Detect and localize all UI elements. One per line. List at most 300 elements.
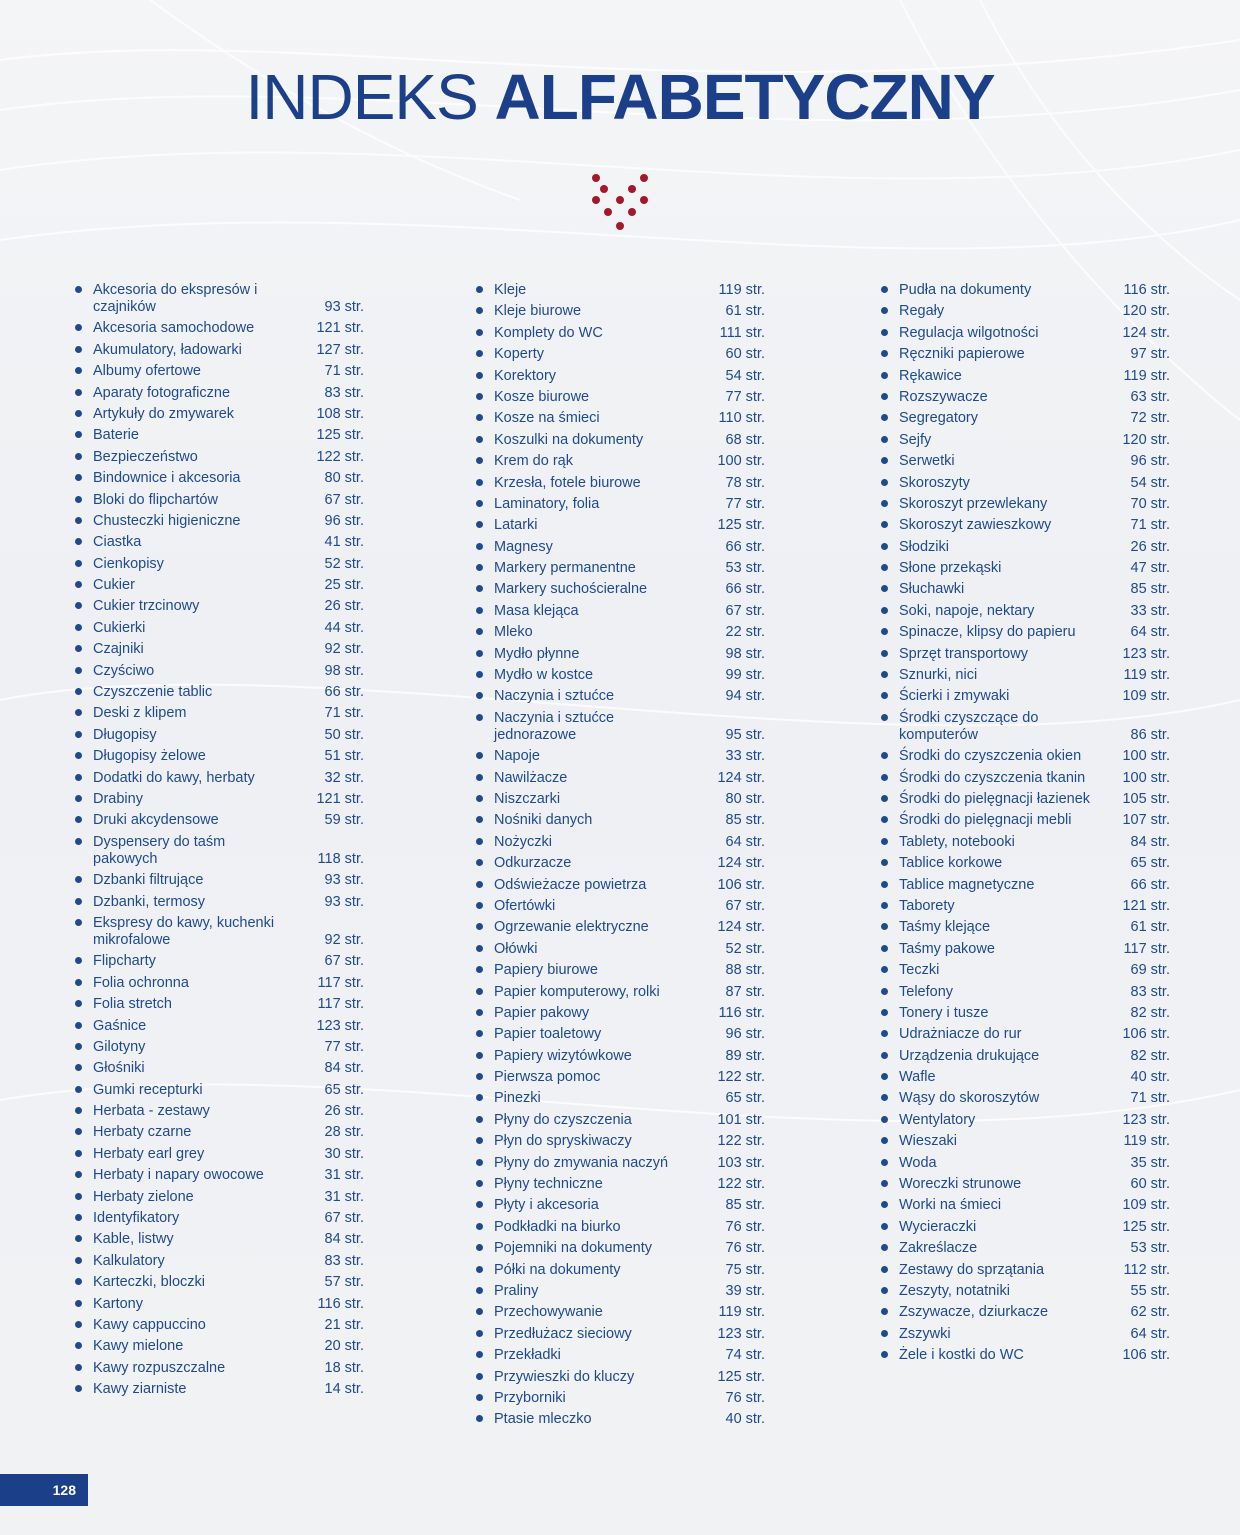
- index-entry: [880, 303, 1170, 320]
- index-entry-label: Przyborniki: [494, 1389, 566, 1406]
- index-entry-page: 68 str.: [725, 431, 765, 448]
- index-entry-label: Kosze na śmieci: [494, 410, 600, 427]
- index-entry: [880, 432, 1170, 449]
- index-entry-page: 83 str.: [324, 384, 364, 401]
- index-entry: [880, 1304, 1170, 1321]
- page-number: 128: [0, 1474, 88, 1506]
- index-entry-page: 99 str.: [725, 667, 765, 684]
- index-entry: [475, 1326, 765, 1343]
- index-entry-page: 77 str.: [324, 1038, 364, 1055]
- index-entry: [74, 620, 364, 637]
- index-entry-page: 122 str.: [717, 1133, 765, 1150]
- index-entry: [475, 834, 765, 851]
- index-entry-label: Baterie: [93, 427, 139, 444]
- index-entry: [880, 1112, 1170, 1129]
- index-entry-label: Papier toaletowy: [494, 1026, 602, 1043]
- index-entry-label: Kosze biurowe: [494, 388, 590, 405]
- index-entry: [74, 812, 364, 829]
- index-entry: [475, 1112, 765, 1129]
- index-entry-label: Ścierki i zmywaki: [899, 688, 1010, 705]
- index-entry-page: 82 str.: [1130, 1004, 1170, 1021]
- index-entry: [475, 898, 765, 915]
- index-entry-page: 31 str.: [324, 1188, 364, 1205]
- index-entry-page: 64 str.: [1130, 624, 1170, 641]
- index-entry-page: 82 str.: [1130, 1047, 1170, 1064]
- index-entry-page: 67 str.: [725, 897, 765, 914]
- index-entry: [475, 389, 765, 406]
- index-entry-label: Słuchawki: [899, 581, 965, 598]
- index-entry-label: Koszulki na dokumenty: [494, 431, 644, 448]
- index-entry-label: Długopisy: [93, 726, 157, 743]
- index-entry-page: 67 str.: [324, 953, 364, 970]
- index-entry-page: 125 str.: [717, 1368, 765, 1385]
- index-entry-label: Laminatory, folia: [494, 495, 600, 512]
- index-entry-label: Aparaty fotograficzne: [93, 384, 231, 401]
- index-entry-page: 119 str.: [718, 1304, 765, 1321]
- index-entry: [880, 1262, 1170, 1279]
- index-entry-page: 93 str.: [324, 299, 364, 315]
- index-entry-page: 106 str.: [1122, 1347, 1170, 1364]
- index-entry: [475, 517, 765, 534]
- index-entry-page: 125 str.: [316, 427, 364, 444]
- index-entry-label: Kleje: [494, 282, 527, 298]
- index-entry: [74, 513, 364, 530]
- index-entry-page: 14 str.: [324, 1381, 364, 1398]
- index-entry-page: 93 str.: [324, 893, 364, 910]
- index-entry-label: Naczynia i sztućce jednorazowe: [494, 709, 615, 743]
- index-entry: [475, 581, 765, 598]
- index-entry-page: 121 str.: [316, 320, 364, 337]
- index-entry: [74, 748, 364, 765]
- index-entry-page: 83 str.: [324, 1252, 364, 1269]
- index-entry-page: 61 str.: [725, 303, 765, 320]
- index-entry-label: Albumy ofertowe: [93, 363, 201, 380]
- index-entry-page: 32 str.: [324, 769, 364, 786]
- index-entry-label: Nośniki danych: [494, 812, 593, 829]
- index-entry-page: 25 str.: [324, 577, 364, 594]
- index-entry-page: 65 str.: [725, 1090, 765, 1107]
- index-entry-page: 71 str.: [1130, 1090, 1170, 1107]
- index-entry-label: Woda: [899, 1154, 937, 1171]
- index-entry-label: Wentylatory: [899, 1111, 976, 1128]
- index-entry: [880, 1219, 1170, 1236]
- index-entry-label: Środki do pielęgnacji mebli: [899, 812, 1072, 829]
- index-entry-label: Skoroszyty: [899, 474, 970, 491]
- index-entry-label: Wąsy do skoroszytów: [899, 1090, 1040, 1107]
- index-entry: [475, 877, 765, 894]
- index-entry-label: Identyfikatory: [93, 1210, 180, 1227]
- index-entry: [475, 325, 765, 342]
- index-entry: [74, 556, 364, 573]
- index-entry: [475, 1026, 765, 1043]
- index-entry-label: Skoroszyt zawieszkowy: [899, 517, 1052, 534]
- index-entry-page: 75 str.: [725, 1261, 765, 1278]
- index-entry: [74, 1253, 364, 1270]
- index-entry-page: 100 str.: [717, 453, 765, 470]
- index-entry-page: 76 str.: [725, 1240, 765, 1257]
- index-entry-label: Zakreślacze: [899, 1240, 978, 1257]
- index-entry: [74, 1338, 364, 1355]
- index-entry-page: 39 str.: [725, 1282, 765, 1299]
- index-entry-page: 121 str.: [1122, 897, 1170, 914]
- index-entry-label: Wafle: [899, 1069, 936, 1086]
- index-entry-page: 84 str.: [324, 1060, 364, 1077]
- index-entry-label: Herbaty zielone: [93, 1188, 194, 1205]
- index-entry-page: 96 str.: [1130, 453, 1170, 470]
- index-entry-page: 26 str.: [324, 1103, 364, 1120]
- index-entry: [475, 368, 765, 385]
- index-entry: [475, 1005, 765, 1022]
- index-entry: [74, 534, 364, 551]
- index-entry: [74, 1018, 364, 1035]
- index-entry: [74, 1146, 364, 1163]
- index-entry-page: 125 str.: [717, 517, 765, 534]
- index-entry-label: Mydło w kostce: [494, 667, 594, 684]
- index-entry-label: Regały: [899, 303, 945, 320]
- index-entry-page: 71 str.: [324, 705, 364, 722]
- index-entry-label: Pudła na dokumenty: [899, 282, 1032, 298]
- index-entry-label: Dyspensery do taśm pakowych: [93, 833, 226, 867]
- index-entry: [475, 1090, 765, 1107]
- index-entry-label: Akcesoria do ekspresów i czajników: [93, 282, 258, 315]
- index-entry-label: Ekspresy do kawy, kuchenki mikrofalowe: [93, 914, 275, 948]
- index-entry-label: Kable, listwy: [93, 1231, 174, 1248]
- index-column-3: [880, 282, 1170, 1369]
- index-entry-label: Taborety: [899, 897, 955, 914]
- index-entry: [880, 475, 1170, 492]
- page-title: [0, 62, 1240, 132]
- index-entry-page: 109 str.: [1122, 1197, 1170, 1214]
- index-entry: [880, 710, 1170, 744]
- index-entry-page: 124 str.: [717, 919, 765, 936]
- index-column-1: [74, 282, 364, 1403]
- index-entry-page: 64 str.: [1130, 1325, 1170, 1342]
- index-entry: [880, 1326, 1170, 1343]
- index-entry-label: Herbaty i napary owocowe: [93, 1167, 264, 1184]
- index-entry-page: 125 str.: [1122, 1218, 1170, 1235]
- index-entry: [475, 1219, 765, 1236]
- index-entry-label: Flipcharty: [93, 953, 156, 970]
- index-entry-page: 92 str.: [324, 641, 364, 658]
- index-entry: [475, 282, 765, 299]
- index-entry-page: 53 str.: [1130, 1240, 1170, 1257]
- index-entry-label: Cukier: [93, 577, 135, 594]
- index-entry-label: Segregatory: [899, 410, 978, 427]
- index-entry-page: 124 str.: [717, 769, 765, 786]
- index-entry-label: Ciastka: [93, 534, 142, 551]
- index-entry: [880, 282, 1170, 299]
- index-entry-label: Cukier trzcinowy: [93, 598, 200, 615]
- index-entry-label: Zeszyty, notatniki: [899, 1282, 1010, 1299]
- index-entry-page: 96 str.: [725, 1026, 765, 1043]
- index-entry: [74, 598, 364, 615]
- index-entry-page: 83 str.: [1130, 983, 1170, 1000]
- index-entry: [880, 517, 1170, 534]
- title-bold: ALFABETYCZNY: [494, 61, 995, 133]
- index-entry-page: 54 str.: [725, 367, 765, 384]
- index-entry-page: 74 str.: [725, 1347, 765, 1364]
- index-entry-label: Mydło płynne: [494, 645, 580, 662]
- index-entry-label: Markery suchościeralne: [494, 581, 648, 598]
- index-entry-label: Sejfy: [899, 431, 932, 448]
- index-entry-page: 123 str.: [1122, 645, 1170, 662]
- index-entry-page: 93 str.: [324, 872, 364, 889]
- index-entry-label: Ofertówki: [494, 897, 556, 914]
- index-entry-label: Herbaty earl grey: [93, 1145, 205, 1162]
- index-entry-label: Środki do czyszczenia okien: [899, 748, 1082, 765]
- index-entry: [74, 449, 364, 466]
- index-entry-page: 64 str.: [725, 833, 765, 850]
- index-entry: [475, 1283, 765, 1300]
- index-entry: [74, 1103, 364, 1120]
- index-entry: [475, 560, 765, 577]
- index-entry-page: 105 str.: [1122, 790, 1170, 807]
- index-entry-page: 26 str.: [1130, 538, 1170, 555]
- index-entry-label: Drabiny: [93, 790, 143, 807]
- index-entry-label: Papier pakowy: [494, 1004, 590, 1021]
- index-entry-label: Krzesła, fotele biurowe: [494, 474, 641, 491]
- index-entry-page: 116 str.: [718, 1004, 765, 1021]
- index-entry: [880, 898, 1170, 915]
- index-entry-page: 71 str.: [1130, 517, 1170, 534]
- index-entry: [475, 346, 765, 363]
- index-entry: [74, 282, 364, 316]
- index-entry-page: 118 str.: [317, 850, 364, 867]
- index-entry: [74, 872, 364, 889]
- index-entry-label: Ogrzewanie elektryczne: [494, 919, 649, 936]
- index-entry-label: Praliny: [494, 1282, 539, 1299]
- index-entry: [475, 770, 765, 787]
- index-entry: [475, 984, 765, 1001]
- index-entry-page: 98 str.: [725, 645, 765, 662]
- index-entry: [475, 453, 765, 470]
- index-entry-label: Markery permanentne: [494, 560, 636, 577]
- index-entry-page: 28 str.: [324, 1124, 364, 1141]
- index-entry-page: 80 str.: [324, 470, 364, 487]
- index-entry-label: Odkurzacze: [494, 855, 572, 872]
- index-entry-label: Tablice magnetyczne: [899, 876, 1035, 893]
- index-entry-label: Papiery biurowe: [494, 962, 598, 979]
- index-entry-label: Kawy mielone: [93, 1338, 184, 1355]
- index-entry-label: Artykuły do zmywarek: [93, 405, 235, 422]
- index-entry: [880, 1347, 1170, 1364]
- index-entry-page: 119 str.: [1123, 1133, 1170, 1150]
- index-entry-page: 116 str.: [1123, 282, 1170, 298]
- index-entry-label: Rękawice: [899, 367, 962, 384]
- index-entry-label: Korektory: [494, 367, 557, 384]
- index-entry: [475, 1347, 765, 1364]
- index-entry-label: Przechowywanie: [494, 1304, 603, 1321]
- index-entry: [74, 1124, 364, 1141]
- index-entry-page: 63 str.: [1130, 388, 1170, 405]
- index-entry: [880, 877, 1170, 894]
- index-entry: [880, 368, 1170, 385]
- index-entry: [880, 748, 1170, 765]
- index-entry: [74, 791, 364, 808]
- index-entry-page: 35 str.: [1130, 1154, 1170, 1171]
- index-entry-label: Akumulatory, ładowarki: [93, 341, 242, 358]
- index-entry: [475, 1048, 765, 1065]
- index-entry-page: 60 str.: [725, 346, 765, 363]
- index-entry-page: 76 str.: [725, 1218, 765, 1235]
- index-entry: [74, 342, 364, 359]
- index-entry-label: Gumki recepturki: [93, 1081, 203, 1098]
- index-entry: [880, 688, 1170, 705]
- index-entry: [74, 1381, 364, 1398]
- index-entry-label: Kalkulatory: [93, 1252, 165, 1269]
- index-entry-label: Kleje biurowe: [494, 303, 582, 320]
- index-entry-label: Chusteczki higieniczne: [93, 512, 241, 529]
- index-entry-page: 85 str.: [725, 812, 765, 829]
- index-entry-label: Spinacze, klipsy do papieru: [899, 624, 1076, 641]
- index-entry-label: Przywieszki do kluczy: [494, 1368, 635, 1385]
- index-entry-label: Wycieraczki: [899, 1218, 977, 1235]
- index-entry-page: 119 str.: [1123, 667, 1170, 684]
- index-entry-page: 80 str.: [725, 790, 765, 807]
- index-entry-label: Płyty i akcesoria: [494, 1197, 599, 1214]
- index-entry: [880, 581, 1170, 598]
- index-entry-label: Tablice korkowe: [899, 855, 1003, 872]
- index-entry-page: 119 str.: [718, 282, 765, 298]
- index-entry-label: Papiery wizytówkowe: [494, 1047, 632, 1064]
- index-entry: [475, 1133, 765, 1150]
- index-entry: [74, 1274, 364, 1291]
- index-entry-page: 26 str.: [324, 598, 364, 615]
- decorative-dots-icon: [586, 170, 654, 234]
- index-entry-page: 122 str.: [316, 448, 364, 465]
- index-entry-page: 84 str.: [324, 1231, 364, 1248]
- index-entry-page: 106 str.: [1122, 1026, 1170, 1043]
- index-entry-label: Półki na dokumenty: [494, 1261, 621, 1278]
- index-entry: [880, 812, 1170, 829]
- index-entry: [475, 624, 765, 641]
- index-entry: [475, 962, 765, 979]
- index-entry: [74, 1317, 364, 1334]
- index-entry: [475, 1411, 765, 1428]
- index-entry: [880, 962, 1170, 979]
- index-entry-page: 127 str.: [316, 341, 364, 358]
- index-entry-label: Akcesoria samochodowe: [93, 320, 255, 337]
- index-entry-page: 20 str.: [324, 1338, 364, 1355]
- index-entry-label: Ptasie mleczko: [494, 1411, 592, 1428]
- index-entry-page: 103 str.: [717, 1154, 765, 1171]
- index-entry: [475, 1369, 765, 1386]
- index-entry-page: 47 str.: [1130, 560, 1170, 577]
- index-entry-page: 110 str.: [718, 410, 765, 427]
- index-entry: [475, 410, 765, 427]
- index-entry-page: 107 str.: [1122, 812, 1170, 829]
- index-entry: [74, 406, 364, 423]
- index-entry: [475, 432, 765, 449]
- index-entry: [475, 919, 765, 936]
- index-entry: [880, 346, 1170, 363]
- index-entry-page: 122 str.: [717, 1069, 765, 1086]
- index-entry-page: 66 str.: [1130, 876, 1170, 893]
- index-entry-label: Bezpieczeństwo: [93, 448, 198, 465]
- index-entry-label: Bloki do flipchartów: [93, 491, 218, 508]
- index-entry-page: 100 str.: [1122, 748, 1170, 765]
- index-entry-label: Przedłużacz sieciowy: [494, 1325, 632, 1342]
- index-entry-page: 66 str.: [725, 581, 765, 598]
- index-entry: [74, 1189, 364, 1206]
- index-entry-page: 59 str.: [324, 812, 364, 829]
- index-entry: [475, 475, 765, 492]
- index-entry-page: 77 str.: [725, 388, 765, 405]
- index-entry: [475, 1304, 765, 1321]
- index-entry: [74, 915, 364, 949]
- index-entry-page: 100 str.: [1122, 769, 1170, 786]
- index-entry-label: Koperty: [494, 346, 544, 363]
- index-entry: [74, 470, 364, 487]
- index-entry-label: Słodziki: [899, 538, 949, 555]
- index-entry-page: 117 str.: [317, 974, 364, 991]
- index-entry-label: Kawy cappuccino: [93, 1316, 206, 1333]
- index-entry-label: Ręczniki papierowe: [899, 346, 1025, 363]
- index-entry-page: 120 str.: [1122, 431, 1170, 448]
- index-entry-page: 121 str.: [316, 790, 364, 807]
- index-entry-label: Nożyczki: [494, 833, 553, 850]
- index-entry-page: 65 str.: [1130, 855, 1170, 872]
- index-entry-label: Druki akcydensowe: [93, 812, 219, 829]
- index-entry-page: 66 str.: [725, 538, 765, 555]
- index-entry-label: Czyściwo: [93, 662, 155, 679]
- index-entry: [475, 1262, 765, 1279]
- index-entry: [880, 624, 1170, 641]
- index-entry-label: Skoroszyt przewlekany: [899, 495, 1048, 512]
- index-entry-label: Cukierki: [93, 619, 146, 636]
- index-entry: [880, 1155, 1170, 1172]
- index-entry: [475, 748, 765, 765]
- index-entry-page: 33 str.: [725, 748, 765, 765]
- index-entry-page: 78 str.: [725, 474, 765, 491]
- index-entry-label: Żele i kostki do WC: [899, 1347, 1024, 1364]
- index-entry: [74, 953, 364, 970]
- index-entry-label: Płyn do spryskiwaczy: [494, 1133, 632, 1150]
- index-entry: [74, 427, 364, 444]
- index-entry-label: Pinezki: [494, 1090, 541, 1107]
- index-entry: [475, 1069, 765, 1086]
- index-entry-label: Odświeżacze powietrza: [494, 876, 647, 893]
- index-entry: [880, 770, 1170, 787]
- index-entry: [880, 646, 1170, 663]
- index-entry-page: 71 str.: [324, 363, 364, 380]
- index-entry-page: 61 str.: [1130, 919, 1170, 936]
- index-entry-label: Pojemniki na dokumenty: [494, 1240, 652, 1257]
- index-entry: [880, 389, 1170, 406]
- index-entry: [880, 1197, 1170, 1214]
- index-entry-label: Regulacja wilgotności: [899, 324, 1039, 341]
- index-entry: [880, 496, 1170, 513]
- index-entry-label: Kawy ziarniste: [93, 1381, 187, 1398]
- index-entry-label: Czyszczenie tablic: [93, 684, 213, 701]
- index-entry-label: Papier komputerowy, rolki: [494, 983, 660, 1000]
- index-entry: [74, 1167, 364, 1184]
- index-entry: [74, 1360, 364, 1377]
- index-entry: [475, 1155, 765, 1172]
- index-entry-label: Herbaty czarne: [93, 1124, 192, 1141]
- index-entry-page: 87 str.: [725, 983, 765, 1000]
- index-entry-page: 89 str.: [725, 1047, 765, 1064]
- index-entry-label: Płyny techniczne: [494, 1176, 603, 1193]
- index-entry: [74, 684, 364, 701]
- index-entry: [74, 1296, 364, 1313]
- index-entry: [74, 1039, 364, 1056]
- index-entry-label: Niszczarki: [494, 790, 561, 807]
- index-entry-label: Dzbanki filtrujące: [93, 872, 204, 889]
- index-entry-page: 84 str.: [1130, 833, 1170, 850]
- index-entry-label: Deski z klipem: [93, 705, 187, 722]
- index-entry-page: 69 str.: [1130, 962, 1170, 979]
